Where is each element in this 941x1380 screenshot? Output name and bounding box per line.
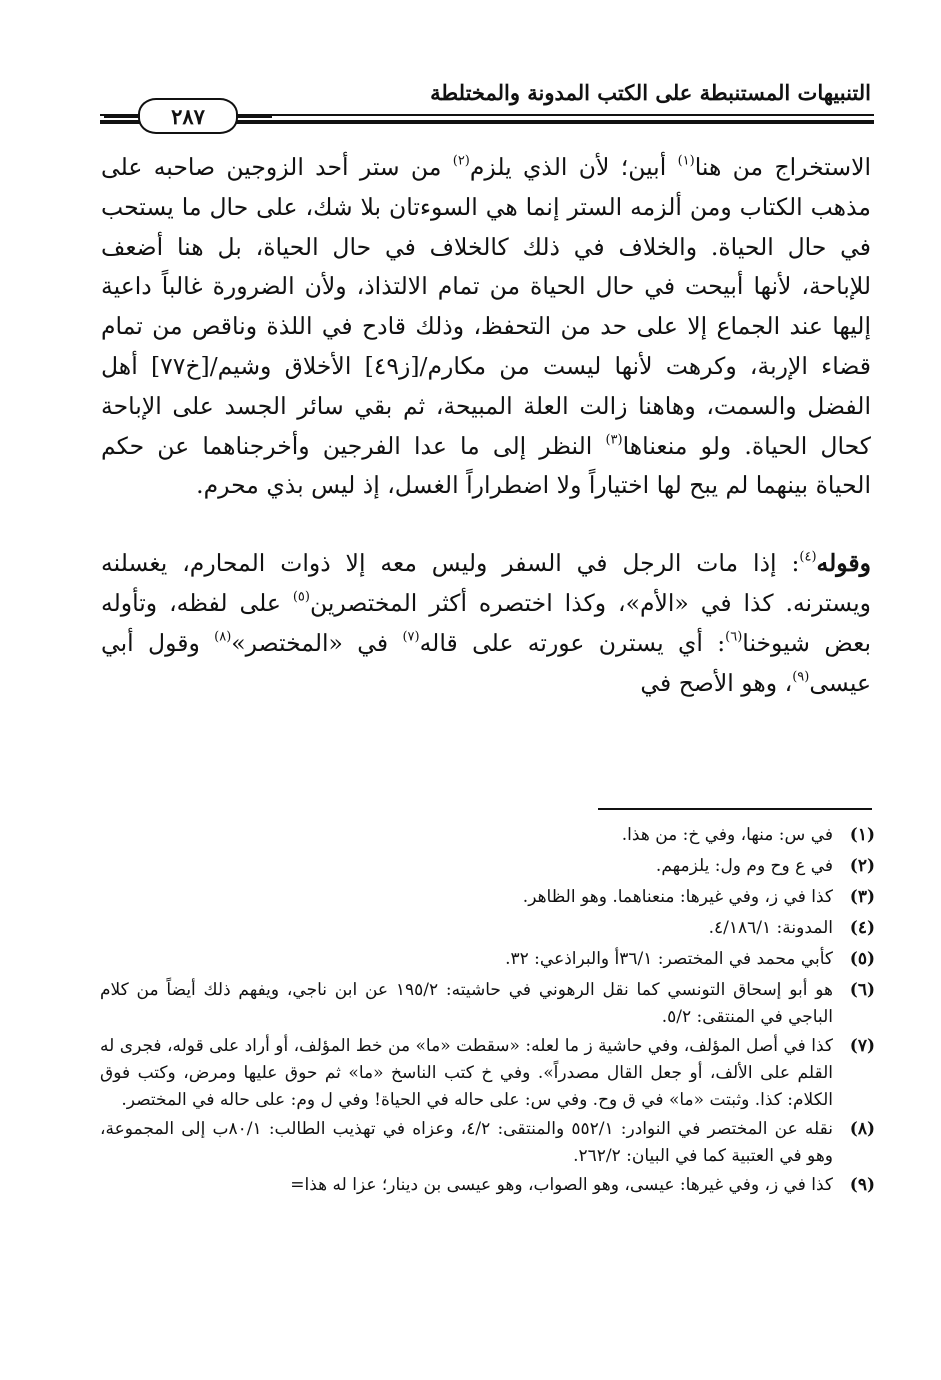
- footnote-number: (١): [849, 825, 875, 845]
- badge-line-right: [236, 116, 272, 118]
- badge-line-left: [104, 116, 140, 118]
- footnote-ref: (٦): [725, 629, 743, 645]
- text-run: ، وهو الأصح في: [640, 668, 793, 697]
- footnote-number: (٨): [849, 1119, 875, 1139]
- text-run: أبين؛ لأن الذي يلزم: [469, 153, 678, 181]
- footnote-item: [100, 851, 875, 882]
- page-number: ٢٨٧: [171, 103, 205, 129]
- footnote-text: في ع وح وم ول: يلزمهم.: [655, 856, 833, 876]
- footnote-item: [100, 975, 875, 1031]
- footnote-item: [100, 1114, 875, 1170]
- text-run: : أي يسترن عورته على قاله: [419, 628, 726, 657]
- text-run: من ستر أحد الزوجين صاحبه على مذهب الكتاب ومن ألزمه الستر إنما هي السوءتان بلا شك، على حال ما يستحب في حال الحياة. والخلاف في ذلك كالخلاف في حال الحياة، بل هنا أضعف للإباحة، لأنها أبيحت في حال الحياة من تمام الالتذاذ، ولأن الضرورة غالباً داعية إليها عند الجماع إلا على حد من التحفظ، وذلك قادح في اللذة وناقص من تمام قضاء الإربة، وكرهت لأنها ليست من مكارم/[ز٤٩] الأخلاق وشيم/[خ٧٧] أهل الفضل والسمت، وهاهنا زالت العلة المبيحة، ثم بقي سائر الجسد على الإباحة كحال الحياة. ولو منعناها: [101, 153, 871, 460]
- footnote-text: هو أبو إسحاق التونسي كما نقل الرهوني في حاشيته: ١٩٥/٢ عن ابن ناجي، ويفهم ذلك أيضاً من كلام الباجي في المنتقى: ٥/٢.: [100, 980, 833, 1027]
- footnote-item: [100, 913, 875, 944]
- footnote-text: المدونة: ٤/١٨٦/١.: [708, 918, 833, 938]
- footnote-ref: (٢): [452, 153, 470, 169]
- footnote-number: (٧): [849, 1036, 875, 1056]
- footnote-item: [100, 1031, 875, 1114]
- footnote-number: (٦): [849, 980, 875, 1000]
- text-run: النظر إلى ما عدا الفرجين وأخرجناهما عن حكم الحياة بينهما لم يبح لها اختياراً ولا اضطراراً الغسل، إذ ليس بذي محرم.: [101, 431, 871, 500]
- page-number-badge: [138, 98, 238, 134]
- footnote-ref: (٩): [792, 669, 810, 685]
- text-run: في «المختصر»: [231, 628, 403, 657]
- footnote-ref: (٨): [214, 629, 232, 645]
- footnote-text: في س: منها، وفي خ: من هذا.: [621, 825, 833, 845]
- footnote-number: (٤): [849, 918, 875, 938]
- footnote-number: (٢): [849, 856, 875, 876]
- footnote-ref: (١): [677, 153, 695, 169]
- paragraph-1: [101, 148, 871, 506]
- footnote-separator: [598, 808, 872, 810]
- footnote-ref: (٥): [292, 589, 310, 605]
- footnote-number: (٣): [849, 887, 875, 907]
- footnotes: [100, 820, 875, 1201]
- text-run: وقول أبي عيسى: [101, 628, 871, 697]
- main-text: [101, 148, 871, 703]
- footnote-text: نقله عن المختصر في النوادر: ٥٥٢/١ والمنتقى: ٤/٢، وعزاه في تهذيب الطالب: ٨٠/١ب إلى المجموعة، وهو في العتبية كما في البيان: ٢٦٢/٢.: [100, 1119, 833, 1166]
- footnote-ref: (٧): [402, 629, 420, 645]
- footnote-ref: (٤): [799, 549, 817, 565]
- footnote-ref: (٣): [605, 432, 623, 448]
- footnote-item: [100, 820, 875, 851]
- footnote-text: كأبي محمد في المختصر: ٣٦/١أ والبراذعي: ٣٢.: [505, 949, 833, 969]
- footnote-text: كذا في أصل المؤلف، وفي حاشية ز ما لعله: «سقطت «ما» من خط المؤلف، أو أراد على قوله، فجرى له القلم على الألف، أو جعل القال مصدراً». وفي خ كتب الناسخ «ما» ثم حوق عليها ومرض، وكتب فوق الكلام: كذا. وثبتت «ما» في ق وح. وفي س: على حاله في الحياة! وفي ل وم: على حاله في المختصر.: [100, 1036, 833, 1110]
- footnote-item: [100, 1170, 875, 1201]
- text-run: على لفظه، وتأوله بعض شيوخنا: [101, 588, 871, 657]
- paragraph-2: [101, 544, 871, 703]
- running-title: التنبيهات المستنبطة على الكتب المدونة والمختلطة: [430, 80, 871, 105]
- footnote-text: كذا في ز، وفي غيرها: منعناهما. وهو الظاهر.: [522, 887, 833, 907]
- footnote-item: [100, 944, 875, 975]
- footnote-item: [100, 882, 875, 913]
- footnote-text: كذا في ز، وفي غيرها: عيسى، وهو الصواب، وهو عيسى بن دينار؛ عزا له هذا=: [290, 1175, 833, 1195]
- footnote-number: (٥): [849, 949, 875, 969]
- text-run: : إذا مات الرجل في السفر وليس معه إلا ذوات المحارم، يغسلنه ويسترنه. كذا في «الأم»، وكذا اختصره أكثر المختصرين: [101, 549, 871, 617]
- lead-word: وقوله: [816, 549, 871, 578]
- text-run: الاستخراج من هنا: [694, 153, 871, 181]
- footnote-number: (٩): [849, 1175, 875, 1195]
